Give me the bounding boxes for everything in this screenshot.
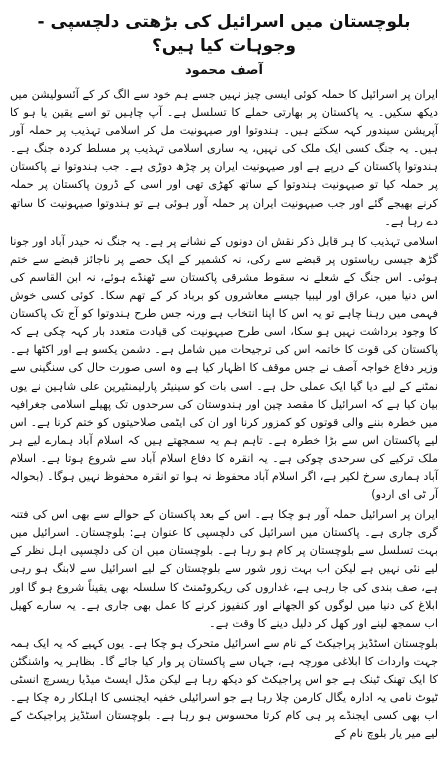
article-paragraph: ایران پر اسرائیل حملہ آور ہو چکا ہے۔ اس کے بعد پاکستان کے حوالے سے بھی اس کی فتنہ گری جاری ہے۔ پاکستان میں اسرائیل کی دلچسپی کا عنوان ہے: بلوچستان۔ اسرائیل میں بہت تسلسل سے بلوچستان پر کام ہو رہا ہے۔ بلوچستان میں ان کی دلچسپی اہل نظر کے لیے نئی نہیں ہے لیکن اب بہت زور شور سے بلوچستان کے لیے اسرائیل سے لابنگ ہو رہی ہے، صف بندی کی جا رہی ہے، غداروں کی ریکروٹمنٹ کا سلسلہ بھی یقیناً شروع ہو گا اور ابلاغ کی دنیا میں لوگوں کو الجھانے اور کنفیوز کرنے کا عمل بھی جاری ہے۔ یہ سارے کھیل اب سمجھ لینے اور کھل کر دلیل دینے کا وقت ہے۔ <box>10 508 438 630</box>
article-body <box>10 86 438 743</box>
article-headline: بلوچستان میں اسرائیل کی بڑھتی دلچسپی - وجوہات کیا ہیں؟ <box>37 12 411 56</box>
article-paragraph: بلوچستان اسٹڈیز پراجیکٹ کے نام سے اسرائیل متحرک ہو چکا ہے۔ یوں کہیے کہ یہ ایک ہمہ جہت واردات کا ابلاغی مورچہ ہے، جہاں سے پاکستان پر وار کیا جائے گا۔ بظاہر یہ واشنگٹن کا ایک تھنک ٹینک ہے جو اس پراجیکٹ کو دیکھ رہا ہے لیکن مڈل ایسٹ میڈیا ریسرچ انسٹی ٹیوٹ نامی یہ ادارہ یگال کارمن چلا رہا ہے جو اسرائیلی خفیہ ایجنسی کا اہلکار رہ چکا ہے۔ اب بھی کسی ایجنڈے پر ہی کام کرتا محسوس ہو رہا ہے۔ بلوچستان اسٹڈیز پراجیکٹ کے لیے میر یار بلوچ نام کے <box>10 636 438 741</box>
article-paragraph: ایران پر اسرائیل کا حملہ کوئی ایسی چیز نہیں جسے ہم خود سے الگ کر کے آئسولیشن میں دیکھ سکیں۔ یہ پاکستان پر بھارتی حملے کا تسلسل ہے۔ آپ چاہیں تو اسے یقین یا ہو کا آپریشن سیندور کہہ سکتے ہیں۔ ہندوتوا اور صیہونیت مل کر اسلامی تہذیب پر حملہ آور ہیں۔ یہ جنگ کسی ایک ملک کی نہیں، یہ ساری اسلامی تہذیب پر مسلط کردہ جنگ ہے۔ ہندوتوا پاکستان کے درپے ہے اور صیہونیت ایران پر چڑھ دوڑی ہے۔ جب ہندوتوا نے پاکستان پر حملہ کیا تو صیہونیت ہندوتوا کے ساتھ کھڑی تھی اور اسی کے ڈرون پاکستان پر حملہ کرنے بھیجے گئے اور جب صیہونیت ایران پر حملہ آور ہوئی ہے تو ہندوتوا صیہونیت کا ساتھ دے رہا ہے۔ <box>10 88 438 228</box>
article-author: آصف محمود <box>185 63 263 78</box>
article-paragraph: اسلامی تہذیب کا ہر قابل ذکر نقش ان دونوں کے نشانے پر ہے۔ یہ جنگ نہ حیدر آباد اور جونا گڑھ جیسی ریاستوں پر قبضے سے رکی، نہ کشمیر کے ایک حصے پر ناجائز قبضے سے ختم ہوئی۔ اس جنگ کے شعلے نہ سقوط مشرقی پاکستان سے ٹھنڈے ہوئے، نہ ابن القاسم کی اس دنیا میں، عراق اور لیبیا جیسے معاشروں کو برباد کر کے تھم سکا۔ کوئی کسی خوش فہمی میں رہنا چاہے تو یہ اس کا اپنا انتخاب ہے ورنہ جس طرح ہندوتوا کو آج تک پاکستان کا وجود برداشت نہیں ہو سکا، اسی طرح صیہونیت کی قیادت متعدد بار کہہ چکی ہے کہ پاکستان کی قوت کا خاتمہ اس کی ترجیحات میں شامل ہے۔ دشمن یکسو ہے اور اکٹھا ہے۔ وزیر دفاع خواجہ آصف نے جس موقف کا اظہار کیا ہے وہ اسی صورت حال کی سنگینی سے نمٹنے کے لیے دیا گیا ایک عملی حل ہے۔ اسی بات کو سینیٹر پارلیمنٹیرین علی شاہین نے یوں بیان کیا ہے کہ اسرائیل کا مقصد چین اور ہندوستان کی سرحدوں تک پھیلے اسلامی جغرافیہ میں خطرہ بننے والی قوتوں کو کمزور کرنا اور ان کی ایٹمی صلاحیتوں کو ختم کرنا ہے۔ اس لیے پاکستان اس سے بڑا خطرہ ہے۔ تاہم ہم یہ سمجھتے ہیں کہ اسلام آباد ہمارے لیے ہر ملک ترکیے کی سرحدی چوکی ہے۔ یہ انقرہ کا دفاع اسلام آباد سے شروع ہوتا ہے۔ اسلام آباد ہماری سرخ لکیر ہے، اگر اسلام آباد محفوظ نہ ہوا تو انقرہ محفوظ نہیں ہوگا۔ (بحوالہ آر ٹی ای اردو) <box>10 234 438 502</box>
